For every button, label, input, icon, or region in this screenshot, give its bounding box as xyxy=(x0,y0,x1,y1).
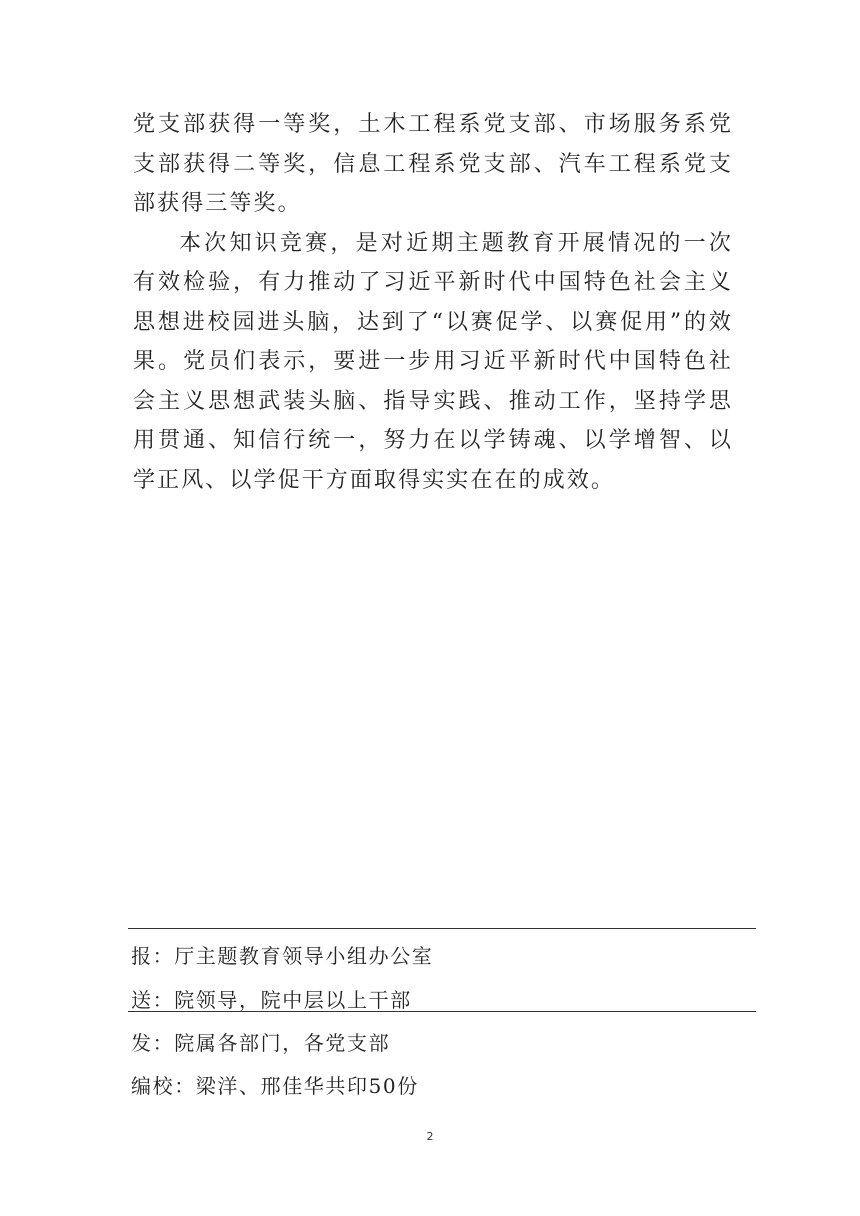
send-to-line: 送：院领导，院中层以上干部 xyxy=(131,988,412,1012)
paragraph-summary: 本次知识竞赛，是对近期主题教育开展情况的一次有效检验，有力推动了习近平新时代中国特色社会主义思想进校园进头脑，达到了“以赛促学、以赛促用”的效果。党员们表示，要进一步用习近平新时代中国特色社会主义思想武装头脑、指导实践、推动工作，坚持学思用贯通、知信行统一，努力在以学铸魂、以学增智、以学正风、以学促干方面取得实实在在的成效。 xyxy=(133,230,733,493)
editor-line: 编校：梁洋、邢佳华共印50份 xyxy=(131,1074,419,1098)
footer-divider-top xyxy=(128,928,756,929)
paragraph-awards: 党支部获得一等奖，土木工程系党支部、市场服务系党支部获得二等奖，信息工程系党支部、汽车工程系党支部获得三等奖。 xyxy=(133,112,733,216)
report-to-line: 报：厅主题教育领导小组办公室 xyxy=(131,944,434,968)
body-text xyxy=(133,105,733,500)
page-number: 2 xyxy=(426,1130,434,1143)
issue-to-line: 发：院属各部门，各党支部 xyxy=(131,1031,391,1055)
footer-divider-middle xyxy=(128,1011,756,1012)
